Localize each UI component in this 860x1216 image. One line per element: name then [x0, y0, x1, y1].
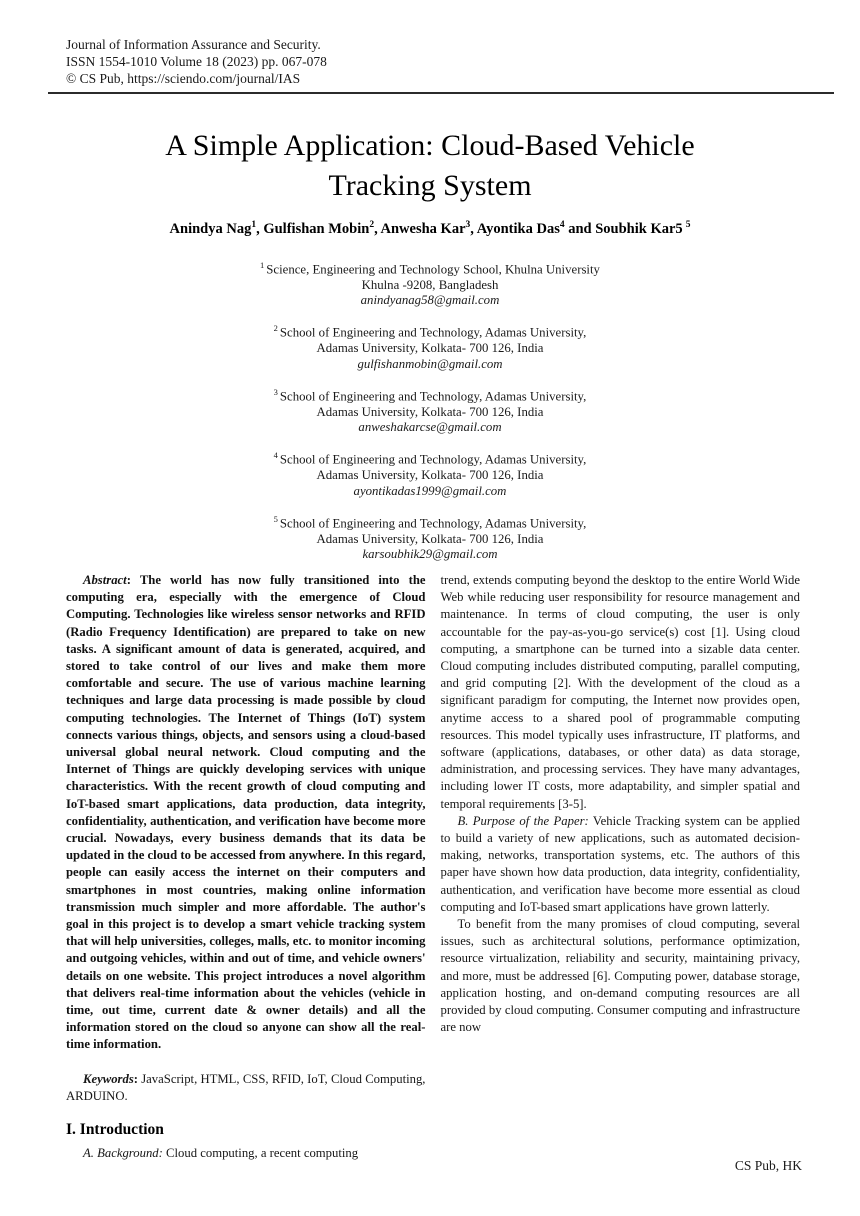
affiliation-email: anindyanag58@gmail.com — [360, 293, 500, 308]
affiliation-institution — [0, 321, 860, 341]
affiliation-line1: School of Engineering and Technology, Adamas University, — [279, 325, 587, 340]
affiliation-number: 2 — [273, 323, 278, 334]
keywords-text: JavaScript, HTML, CSS, RFID, IoT, Cloud Computing, ARDUINO. — [66, 1071, 426, 1103]
affiliation-line2: Adamas University, Kolkata- 700 126, India — [316, 531, 544, 546]
author-separator: , — [256, 220, 264, 237]
abstract-label: Abstract — [83, 573, 127, 587]
paper-title-line2: Tracking System — [328, 169, 532, 202]
affiliation-block-5 — [0, 512, 860, 562]
page-footer — [735, 1158, 802, 1174]
journal-header — [66, 36, 327, 87]
affiliation-block-4 — [0, 448, 860, 498]
abstract-separator: : — [126, 573, 140, 587]
affiliation-email: karsoubhik29@gmail.com — [362, 547, 498, 562]
author-name: Soubhik Kar5 — [595, 220, 683, 237]
background-label: A. Background: — [83, 1146, 163, 1161]
paper-title-line1: A Simple Application: Cloud-Based Vehicle — [165, 129, 695, 162]
section-1-heading: I. Introduction — [66, 1121, 164, 1139]
background-text: Cloud computing, a recent computing — [162, 1146, 359, 1161]
keywords-label: Keywords — [83, 1071, 134, 1086]
affiliation-line1: School of Engineering and Technology, Adamas University, — [279, 516, 587, 531]
purpose-text: Vehicle Tracking system can be applied to build a variety of new applications, such as automated decision-making, networks, transportation systems, etc. The authors of this paper have shown how data production, data integrity, confidentiality, authentication, and verification have become more essential as cloud computing and IoT-based smart applications have grown latterly. — [440, 813, 800, 914]
affiliation-email: anweshakarcse@gmail.com — [358, 420, 502, 435]
author-affiliation-superscript: 2 — [369, 220, 375, 230]
header-divider — [48, 92, 834, 94]
authors-line — [0, 220, 860, 238]
affiliation-number: 1 — [260, 260, 265, 270]
affiliation-institution — [0, 512, 860, 532]
paper-title — [0, 126, 860, 206]
author-name: Anwesha Kar — [380, 220, 466, 237]
affiliation-line1: Science, Engineering and Technology School, Khulna University — [266, 262, 600, 277]
affiliation-line2: Adamas University, Kolkata- 700 126, India — [316, 404, 544, 419]
affiliation-block-2 — [0, 321, 860, 371]
left-column — [66, 572, 426, 1163]
purpose-label: B. Purpose of the Paper: — [457, 813, 589, 828]
abstract-paragraph — [66, 572, 426, 1054]
affiliation-number: 5 — [273, 513, 278, 524]
affiliation-line1: School of Engineering and Technology, Adamas University, — [279, 389, 587, 404]
affiliation-institution — [0, 385, 860, 405]
author-affiliation-superscript: 3 — [465, 220, 471, 230]
affiliation-number: 4 — [273, 450, 278, 461]
keywords-separator: : — [133, 1071, 142, 1086]
keywords-paragraph — [66, 1071, 426, 1105]
issn-volume-line: ISSN 1554-1010 Volume 18 (2023) pp. 067-078 — [66, 54, 327, 69]
two-column-body — [66, 572, 800, 1163]
affiliation-block-3 — [0, 385, 860, 435]
affiliations — [0, 258, 860, 575]
affiliation-line2: Adamas University, Kolkata- 700 126, India — [316, 341, 544, 356]
purpose-paragraph — [441, 813, 801, 916]
copyright-line: © CS Pub, https://sciendo.com/journal/IAS — [66, 71, 301, 86]
affiliation-institution — [0, 448, 860, 468]
right-column — [441, 572, 801, 1163]
affiliation-block-1 — [0, 258, 860, 308]
affiliation-number: 3 — [273, 386, 278, 397]
author-name: Anindya Nag — [169, 220, 252, 237]
intro-continuation-paragraph: trend, extends computing beyond the desktop to the entire World Wide Web while reducing user responsibility for resource management and maintenance. In terms of cloud computing, the user is only accountable for the pay-as-you-go service(s) cost [1]. Using cloud computing, a smartphone can be turned into a sizable data center. Cloud computing includes distributed computing, parallel computing, and grid computing [2]. With the development of the cloud as a significant paradigm for computing, the Internet now provides open, anytime access to a shared pool of programmable computing resources. This model typically uses infrastructure, IT platforms, and software (applications, databases, or other data) as data storage, administration, and processing services. They have many advantages, including lower IT costs, more adaptability, and simpler spatial and temporal requirements [3-5]. — [440, 573, 800, 811]
author-affiliation-superscript: 1 — [251, 220, 257, 230]
background-paragraph — [66, 1145, 426, 1162]
publisher-mark: CS Pub, HK — [734, 1158, 802, 1173]
affiliation-email: gulfishanmobin@gmail.com — [357, 356, 503, 371]
journal-name: Journal of Information Assurance and Security. — [66, 37, 321, 52]
abstract-text: The world has now fully transitioned into the computing era, especially with the emergence of Cloud Computing. Technologies like wireless sensor networks and RFID (Radio Frequency Identification) are prepared to take on new tasks. A significant amount of data is generated, acquired, and stored to take control of our lives and make them more comfortable and secure. The use of various machine learning techniques and large data processing is made possible by cloud computing technologies. The Internet of Things (IoT) system connects various things, objects, and sensors using a cloud-based universal global neural network. Cloud computing and the Internet of Things are quickly developing services with unique characteristics. With the recent growth of cloud computing and IoT-based smart applications, data production, data integrity, confidentiality, authentication, and verification have become more crucial. Nowadays, every business demands that its data be updated in the cloud to be accessed from anywhere. In this regard, people can easily access the internet on their computers and smartphones in most countries, making online information transmission much simpler and more affordable. The author's goal in this project is to develop a smart vehicle tracking system that will help universities, colleges, malls, etc. to monitor incoming and outgoing vehicles, within and out of time, and vehicle owners' details on one website. This project introduces a novel algorithm that delivers real-time information about the vehicles (vehicle in time, out time, current date & owner details) and all the information stored on the cloud so anyone can show all the real-time information. — [66, 573, 426, 1052]
author-affiliation-superscript: 4 — [559, 220, 565, 230]
cloud-benefits-paragraph: To benefit from the many promises of cloud computing, several issues, such as architectural solutions, performance optimization, resource virtualization, reliability and security, maintaining privacy, and more, must be addressed [6]. Computing power, database storage, application hosting, and on-demand computing resources are all provided by cloud computing. Consumer computing and infrastructure are now — [440, 917, 800, 1035]
affiliation-line2: Khulna -9208, Bangladesh — [361, 277, 499, 292]
affiliation-institution — [0, 258, 860, 278]
author-affiliation-superscript: 5 — [685, 220, 691, 230]
author-name: Gulfishan Mobin — [263, 220, 370, 237]
author-separator: , — [374, 220, 381, 237]
affiliation-line2: Adamas University, Kolkata- 700 126, India — [316, 468, 544, 483]
author-separator: and — [564, 220, 596, 237]
author-separator: , — [470, 220, 477, 237]
author-name: Ayontika Das — [476, 220, 560, 237]
affiliation-email: ayontikadas1999@gmail.com — [353, 483, 507, 498]
affiliation-line1: School of Engineering and Technology, Adamas University, — [279, 452, 587, 467]
